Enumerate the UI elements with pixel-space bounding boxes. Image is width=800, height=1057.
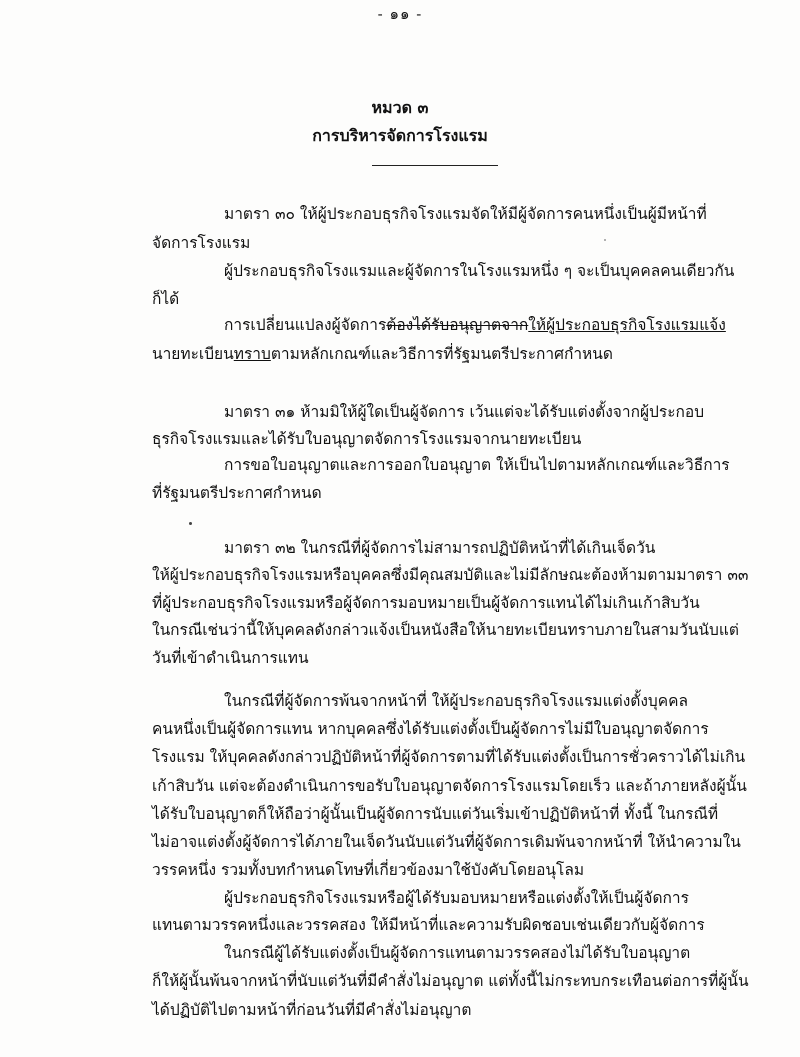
chapter-title: หมวด ๓ — [371, 98, 429, 117]
section-32-para2-line-3: โรงแรม ให้บุคคลดังกล่าวปฏิบัติหน้าที่ผู้จัดการตามที่ได้รับแต่งตั้งเป็นการชั่วคราวได้ไม่เกิน — [152, 748, 746, 766]
section-32-line-2: ให้ผู้ประกอบธุรกิจโรงแรมหรือบุคคลซึ่งมีคุณสมบัติและไม่มีลักษณะต้องห้ามตามมาตรา ๓๓ — [152, 566, 749, 584]
section-31-line-4: ที่รัฐมนตรีประกาศกำหนด — [152, 484, 322, 502]
section-30-line-1: มาตรา ๓๐ ให้ผู้ประกอบธุรกิจโรงแรมจัดให้มีผู้จัดการคนหนึ่งเป็นผู้มีหน้าที่ — [224, 205, 707, 223]
struck-text: ต้องได้รับอนุญาตจาก — [386, 316, 529, 334]
section-32-para4-line-2: ก็ให้ผู้นั้นพ้นจากหน้าที่นับแต่วันที่มีคำสั่งไม่อนุญาต แต่ทั้งนี้ไม่กระทบกระเทือนต่อการที่ผู้นั้น — [152, 972, 749, 990]
section-32-para2-line-2: คนหนึ่งเป็นผู้จัดการแทน หากบุคคลซึ่งได้รับแต่งตั้งเป็นผู้จัดการไม่มีใบอนุญาตจัดการ — [152, 720, 709, 738]
section-32-para2-line-7: วรรคหนึ่ง รวมทั้งบทกำหนดโทษที่เกี่ยวข้องมาใช้บังคับโดยอนุโลม — [152, 861, 585, 879]
chapter-subtitle: การบริหารจัดการโรงแรม — [312, 126, 488, 145]
amended-text-a: การเปลี่ยนแปลงผู้จัดการ — [224, 316, 387, 334]
section-30-line-3: ผู้ประกอบธุรกิจโรงแรมและผู้จัดการในโรงแรมหนึ่ง ๆ จะเป็นบุคคลคนเดียวกัน — [224, 262, 735, 280]
section-30-line-2: จัดการโรงแรม — [152, 234, 251, 252]
title-divider — [372, 165, 498, 166]
section-30-line-4: ก็ได้ — [152, 290, 180, 308]
section-31-line-3: การขอใบอนุญาตและการออกใบอนุญาต ให้เป็นไปตามหลักเกณฑ์และวิธีการ — [224, 456, 730, 474]
section-32-para3-line-2: แทนตามวรรคหนึ่งและวรรคสอง ให้มีหน้าที่และความรับผิดชอบเช่นเดียวกับผู้จัดการ — [152, 916, 705, 934]
section-32-para4-line-3: ได้ปฏิบัติไปตามหน้าที่ก่อนวันที่มีคำสั่งไม่อนุญาต — [152, 1001, 472, 1019]
page-number: - ๑๑ - — [377, 5, 423, 23]
section-31-line-2: ธุรกิจโรงแรมและได้รับใบอนุญาตจัดการโรงแรมจากนายทะเบียน — [152, 430, 582, 448]
registrar-text: นายทะเบียน — [152, 345, 234, 363]
section-30-line-6 — [152, 344, 613, 364]
section-32-para4-line-1: ในกรณีผู้ได้รับแต่งตั้งเป็นผู้จัดการแทนตามวรรคสองไม่ได้รับใบอนุญาต — [224, 944, 691, 962]
section-32-line-5: วันที่เข้าดำเนินการแทน — [152, 649, 309, 667]
section-32-para2-line-1: ในกรณีที่ผู้จัดการพ้นจากหน้าที่ ให้ผู้ประกอบธุรกิจโรงแรมแต่งตั้งบุคคล — [224, 692, 688, 710]
scan-speck — [604, 239, 606, 241]
section-32-para2-line-4: เก้าสิบวัน แต่จะต้องดำเนินการขอรับใบอนุญาตจัดการโรงแรมโดยเร็ว และถ้าภายหลังผู้นั้น — [152, 777, 747, 795]
section-32-line-4: ในกรณีเช่นว่านี้ให้บุคคลดังกล่าวแจ้งเป็นหนังสือให้นายทะเบียนทราบภายในสามวันนับแต่ — [152, 621, 739, 639]
section-32-line-3: ที่ผู้ประกอบธุรกิจโรงแรมหรือผู้จัดการมอบหมายเป็นผู้จัดการแทนได้ไม่เกินเก้าสิบวัน — [152, 594, 700, 612]
scan-speck — [189, 522, 192, 525]
section-32-para3-line-1: ผู้ประกอบธุรกิจโรงแรมหรือผู้ได้รับมอบหมายหรือแต่งตั้งให้เป็นผู้จัดการ — [224, 889, 689, 907]
section-31-line-1: มาตรา ๓๑ ห้ามมิให้ผู้ใดเป็นผู้จัดการ เว้นแต่จะได้รับแต่งตั้งจากผู้ประกอบ — [224, 403, 705, 421]
section-32-para2-line-6: ไม่อาจแต่งตั้งผู้จัดการได้ภายในเจ็ดวันนับแต่วันที่ผู้จัดการเดิมพ้นจากหน้าที่ ให้นำความใน — [152, 833, 741, 851]
section-32-line-1: มาตรา ๓๒ ในกรณีที่ผู้จัดการไม่สามารถปฏิบัติหน้าที่ได้เกินเจ็ดวัน — [224, 539, 656, 557]
section-30-line-5 — [224, 315, 726, 335]
criteria-text: ตามหลักเกณฑ์และวิธีการที่รัฐมนตรีประกาศกำหนด — [270, 345, 613, 363]
inserted-text: ให้ผู้ประกอบธุรกิจโรงแรมแจ้ง — [528, 316, 726, 334]
underlined-inform: ทราบ — [233, 345, 271, 363]
section-32-para2-line-5: ได้รับใบอนุญาตก็ให้ถือว่าผู้นั้นเป็นผู้จัดการนับแต่วันเริ่มเข้าปฏิบัติหน้าที่ ทั้งนี้ ในกรณีที่ — [152, 805, 719, 823]
